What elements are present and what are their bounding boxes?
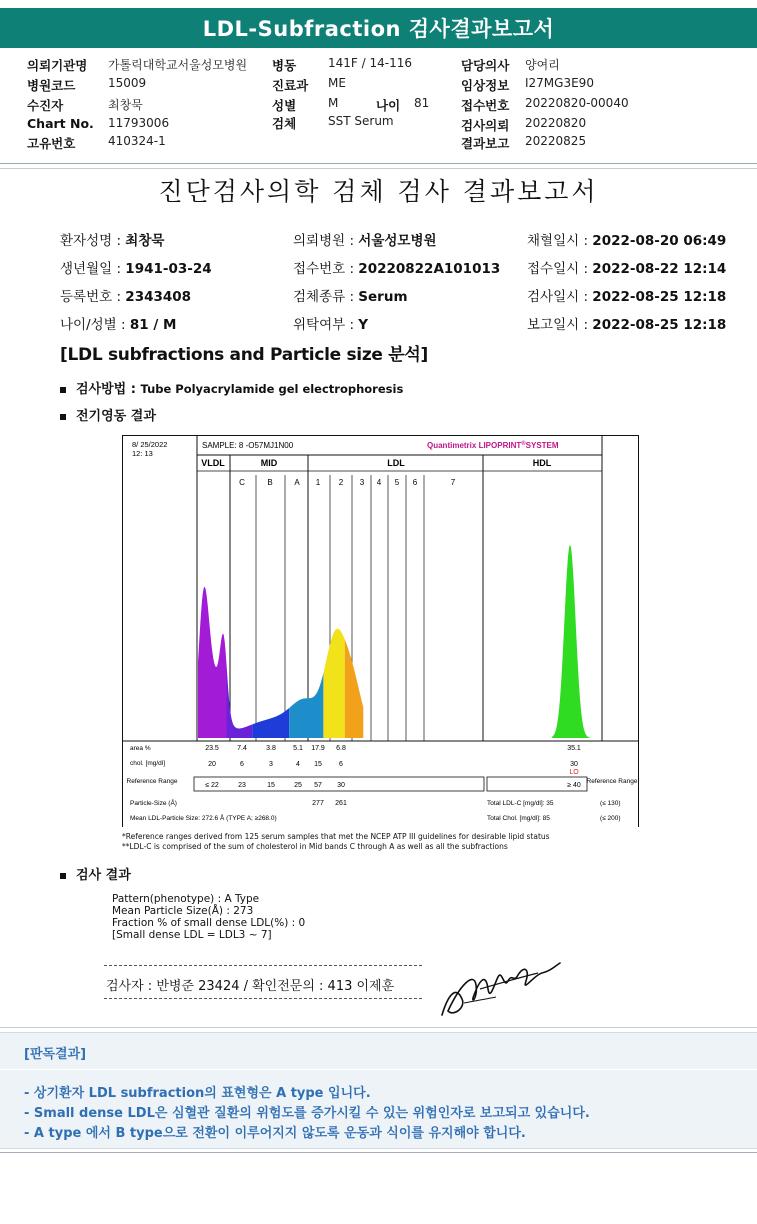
total-ldl: Total LDL-C [mg/dl]: 35 — [487, 800, 554, 807]
ldl-subband-label: 6 — [412, 478, 418, 487]
method-label: 검사방법 : — [76, 382, 141, 397]
chol-value: 4 — [296, 761, 300, 768]
info-value: 20220820-00040 — [525, 96, 629, 110]
field-label: 위탁여부 : — [293, 317, 359, 333]
ldl-subband-label: 4 — [376, 478, 382, 487]
area-value: 5.1 — [293, 745, 303, 752]
field-label: 접수일시 : — [527, 261, 593, 277]
field-value: 2022-08-22 12:14 — [592, 261, 727, 277]
field-label: 의뢰병원 : — [293, 233, 359, 249]
ref-right-label: Reference Range — [586, 778, 638, 785]
ldl-subband-label: 2 — [338, 478, 344, 487]
info-label: Chart No. — [27, 116, 94, 131]
info-value: 가톨릭대학교서울성모병원 — [108, 58, 248, 72]
field-value: 1941-03-24 — [125, 261, 212, 277]
field-label: 검체종류 : — [293, 289, 359, 305]
ref-value: ≤ 22 — [205, 782, 219, 789]
chol-row-label: chol. [mg/dl] — [130, 760, 166, 767]
particle-value: 261 — [335, 800, 347, 807]
info-value: ME — [328, 76, 346, 90]
electrophoresis-bullet — [60, 405, 156, 424]
ldl-subband-label: 1 — [315, 478, 321, 487]
ldl-subband-label: 5 — [394, 478, 400, 487]
specimen-field — [293, 285, 408, 305]
ref-value: 25 — [294, 782, 302, 789]
info-label: 접수번호 — [461, 98, 510, 113]
info-label: 검사의뢰 — [461, 118, 510, 133]
test-date-field — [527, 285, 726, 305]
dashed-rule — [104, 965, 422, 966]
info-label: 진료과 — [272, 78, 309, 93]
mean-particle-label: Mean LDL-Particle Size: 272.6 Å (TYPE A; ≥268.0) — [130, 815, 277, 822]
mid-subband-label: B — [267, 478, 273, 487]
report-date-field — [527, 313, 726, 333]
info-value: M — [328, 96, 339, 110]
info-label: 성별 — [272, 98, 297, 113]
chart-date: 8/ 25/2022 — [132, 440, 168, 449]
chol-value: 15 — [314, 761, 322, 768]
registration-field — [60, 285, 191, 305]
consignment-field — [293, 313, 368, 333]
request-info-block — [0, 52, 757, 162]
field-value: Y — [358, 317, 369, 333]
info-label: 고유번호 — [27, 136, 76, 151]
hdl-chol-value: 30 — [570, 761, 578, 768]
field-value: 81 / M — [129, 317, 177, 333]
result-line: Mean Particle Size(Å) : 273 — [112, 905, 254, 917]
hdl-ref-value: ≥ 40 — [567, 782, 581, 789]
verdict-title: [판독결과] — [24, 1047, 87, 1062]
signature-image — [434, 955, 564, 1025]
result-line: Fraction % of small dense LDL(%) : 0 — [112, 917, 306, 929]
result-line: [Small dense LDL = LDL3 ~ 7] — [112, 929, 272, 941]
field-label: 검사일시 : — [527, 289, 593, 305]
bullet-icon — [60, 873, 66, 879]
report-title: LDL-Subfraction 검사결과보고서 — [202, 17, 555, 41]
total-chol: Total Chol. [mg/dl]: 85 — [487, 815, 550, 822]
total-ldl-ref: (≤ 130) — [600, 800, 621, 807]
field-value: Serum — [358, 289, 408, 305]
area-value: 17.9 — [311, 745, 325, 752]
area-value: 3.8 — [266, 745, 276, 752]
info-value: I27MG3E90 — [525, 76, 594, 90]
ldl-subband-label: 3 — [359, 478, 365, 487]
chol-value: 3 — [269, 761, 273, 768]
patient-name-field — [60, 229, 164, 249]
info-label: 수진자 — [27, 98, 64, 113]
bullet-icon — [60, 414, 66, 420]
bullet-icon — [60, 387, 66, 393]
verdict-header — [0, 1032, 757, 1069]
chol-value: 6 — [240, 761, 244, 768]
mid-subband-label: A — [294, 478, 300, 487]
field-value: 2022-08-25 12:18 — [592, 289, 727, 305]
band-mid: MID — [260, 458, 278, 468]
field-value: 2343408 — [125, 289, 192, 305]
lipoprint-chart — [122, 435, 639, 827]
receipt-number-field — [293, 257, 500, 277]
age-sex-field — [60, 313, 176, 333]
info-label: 담당의사 — [461, 58, 510, 73]
divider — [0, 163, 757, 164]
area-value: 6.8 — [336, 745, 346, 752]
info-label: 병원코드 — [27, 78, 76, 93]
verdict-line: - A type 에서 B type으로 전환이 이루어지지 않도록 운동과 식이를 유지해야 합니다. — [24, 1126, 526, 1141]
report-title-bar — [0, 8, 757, 48]
band-vldl: VLDL — [201, 458, 225, 468]
brand-reg: ® — [521, 441, 526, 447]
dashed-rule — [104, 998, 422, 999]
chol-value: 20 — [208, 761, 216, 768]
mid-subband-label: C — [239, 478, 245, 487]
brand-label — [427, 440, 559, 450]
ref-value: 23 — [238, 782, 246, 789]
examiner-line: 검사자 : 반병준 23424 / 확인전문의 : 413 이제훈 — [106, 979, 395, 994]
brand-name: Quantimetrix LIPOPRINT — [427, 441, 522, 450]
field-label: 환자성명 : — [60, 233, 126, 249]
field-value: 최창묵 — [125, 233, 165, 249]
hospital-field — [293, 229, 437, 249]
info-label: 의뢰기관명 — [27, 58, 88, 73]
ref-row-label: Reference Range — [126, 778, 178, 785]
field-value: 서울성모병원 — [358, 233, 437, 249]
ref-value: 30 — [337, 782, 345, 789]
info-value: 20220825 — [525, 134, 587, 148]
info-value: SST Serum — [328, 114, 394, 128]
field-value: 20220822A101013 — [358, 261, 501, 277]
chart-notes — [122, 832, 550, 851]
area-value: 23.5 — [205, 745, 219, 752]
note-line: *Reference ranges derived from 125 serum samples that met the NCEP ATP III guidelines for desirable lipid status — [122, 832, 550, 841]
sample-label: SAMPLE: 8 -O57MJ1N00 — [202, 441, 294, 450]
area-value: 7.4 — [237, 745, 247, 752]
info-label: 병동 — [272, 58, 297, 73]
ldl-subband-label: 7 — [450, 478, 456, 487]
total-chol-ref: (≤ 200) — [600, 815, 621, 822]
field-label: 채혈일시 : — [527, 233, 593, 249]
chol-value: 6 — [339, 761, 343, 768]
verdict-line: - 상기환자 LDL subfraction의 표현형은 A type 입니다. — [24, 1086, 371, 1101]
result-label: 검사 결과 — [76, 868, 131, 883]
info-label: 검체 — [272, 116, 297, 131]
area-row-label: area % — [130, 745, 151, 752]
result-lines — [112, 893, 305, 941]
info-label: 나이 — [376, 98, 401, 113]
lipoprint-svg — [122, 435, 639, 827]
note-line: **LDL-C is comprised of the sum of cholesterol in Mid bands C through A as well as all the subfractions — [122, 841, 508, 851]
electrophoresis-label: 전기영동 결과 — [76, 409, 156, 424]
document-title: 진단검사의학 검체 검사 결과보고서 — [158, 177, 599, 206]
info-value: 141F / 14-116 — [328, 56, 412, 70]
info-value: 양여리 — [525, 58, 560, 72]
brand-tail: SYSTEM — [525, 441, 559, 450]
info-value: 15009 — [108, 76, 147, 90]
section-heading: [LDL subfractions and Particle size 분석] — [60, 345, 428, 365]
collection-date-field — [527, 229, 726, 249]
receipt-date-field — [527, 257, 726, 277]
band-hdl: HDL — [532, 458, 552, 468]
bottom-divider — [0, 1152, 757, 1153]
birthdate-field — [60, 257, 212, 277]
field-label: 접수번호 : — [293, 261, 359, 277]
field-label: 보고일시 : — [527, 317, 593, 333]
field-label: 생년월일 : — [60, 261, 126, 277]
ref-value: 57 — [314, 782, 322, 789]
verdict-line: - Small dense LDL은 심혈관 질환의 위험도를 증가시킬 수 있는 위험인자로 보고되고 있습니다. — [24, 1106, 590, 1121]
info-value: 20220820 — [525, 116, 587, 130]
band-ldl: LDL — [387, 458, 405, 468]
info-label: 결과보고 — [461, 136, 510, 151]
particle-value: 277 — [312, 800, 324, 807]
result-bullet — [60, 864, 131, 883]
info-value: 11793006 — [108, 116, 170, 130]
field-label: 등록번호 : — [60, 289, 126, 305]
ref-value: 15 — [267, 782, 275, 789]
chart-time: 12: 13 — [132, 449, 153, 458]
info-value: 410324-1 — [108, 134, 166, 148]
field-value: 2022-08-25 12:18 — [592, 317, 727, 333]
hdl-flag: LO — [569, 769, 579, 776]
method-bullet — [60, 378, 403, 397]
info-label: 임상정보 — [461, 78, 510, 93]
info-value: 최창묵 — [108, 98, 143, 112]
verdict-body — [0, 1070, 757, 1149]
method-value: Tube Polyacrylamide gel electrophoresis — [140, 382, 404, 396]
field-label: 나이/성별 : — [60, 317, 130, 333]
particle-row-label: Particle-Size (Å) — [130, 800, 177, 807]
hdl-area-value: 35.1 — [567, 745, 581, 752]
info-value: 81 — [414, 96, 430, 110]
result-line: Pattern(phenotype) : A Type — [112, 893, 260, 905]
field-value: 2022-08-20 06:49 — [592, 233, 727, 249]
